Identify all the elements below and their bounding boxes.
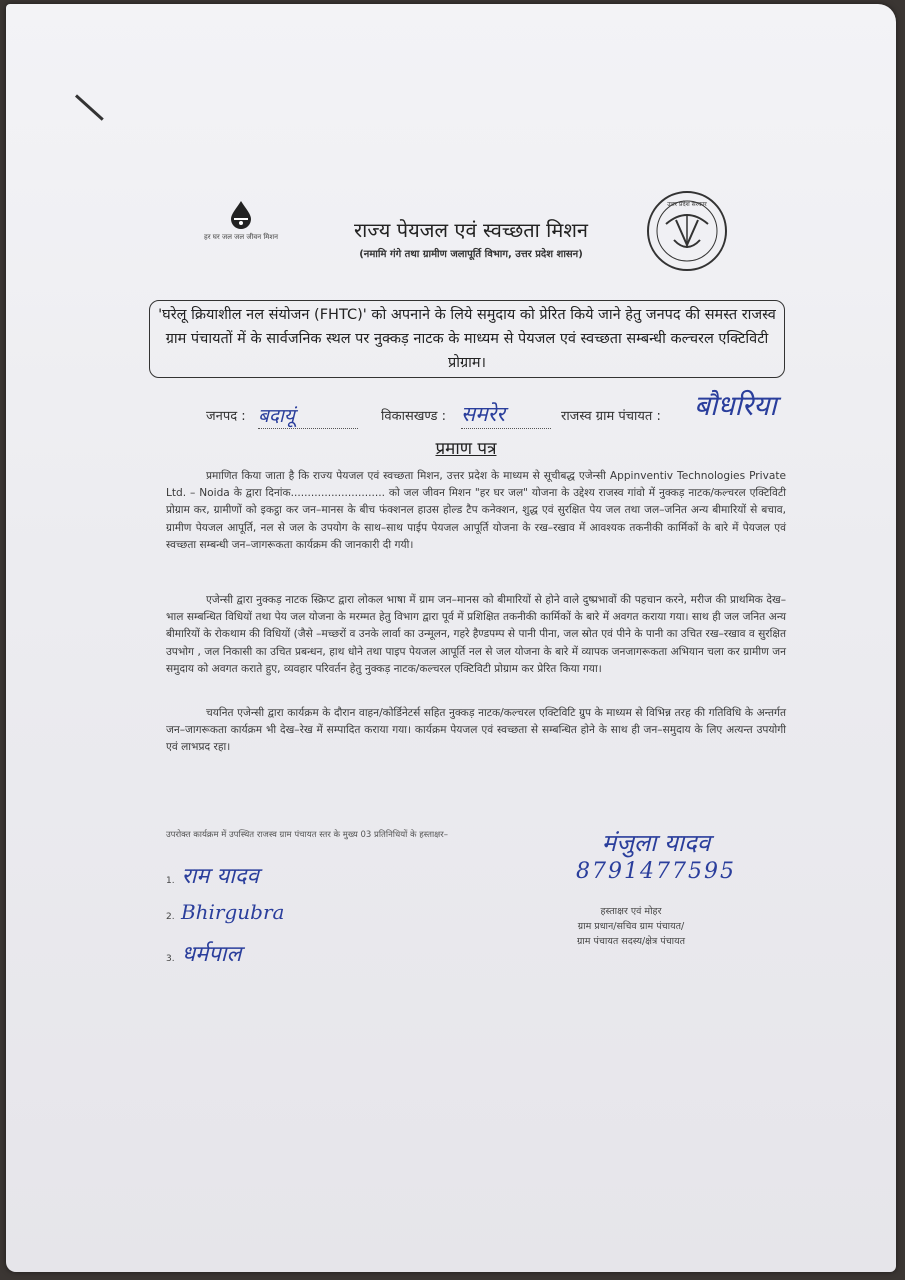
pradhan-phone: 8791477595 — [576, 859, 736, 884]
logo-caption: हर घर जल जल जीवन मिशन — [203, 233, 278, 241]
caption-line-1: हस्ताक्षर एवं मोहर — [600, 906, 662, 917]
department-subtitle: (नमामि गंगे तथा ग्रामीण जलापूर्ति विभाग, उत्तर प्रदेश शासन) — [359, 249, 583, 260]
seal-caption — [526, 904, 736, 949]
certificate-paragraph-1: प्रमाणित किया जाता है कि राज्य पेयजल एवं स्वच्छता मिशन, उत्तर प्रदेश के माध्यम से सूचीबद्ध एजेन्सी Appinventiv Technologies Private Ltd. – Noida के द्वारा दिनांक............................ को जल जीवन मिशन "हर घर जल" योजना के उद्देश्य राजस्व गांवो में नुक्कड़ नाटक/कल्चरल एक्टिविटी प्रोग्राम कर, ग्रामीणों को इकट्ठा कर जन–मानस के बीच फंक्शनल हाउस होल्ड टैप कनेक्शन, शुद्ध एवं सुरक्षित पेय जल तथा जल–जनित अन्य बीमारियों से बचाव, ग्रामीण पेयजल आपूर्ति, नल से जल के उपयोग के साथ–साथ पाईप पेयजल आपूर्ति योजना के रख–रखाव में आवश्यक तकनीकी कार्मिकों के बारे में पेयजल एवं स्वच्छता सम्बन्धी जन–जागरूकता कार्यक्रम की जानकारी दी गयी। — [166, 470, 786, 551]
up-govt-emblem-icon — [646, 190, 728, 272]
janpad-label: जनपद : — [206, 409, 246, 424]
signature-1: 1. राम यादव — [166, 864, 259, 889]
block-value: समरेर — [461, 400, 551, 429]
block-label: विकासखण्ड : — [381, 409, 447, 424]
signature-2: 2. Bhirgubra — [166, 900, 285, 924]
panchayat-label: राजस्व ग्राम पंचायत : — [561, 409, 661, 424]
caption-line-3: ग्राम पंचायत सदस्य/क्षेत्र पंचायत — [576, 936, 686, 947]
mission-title: राज्य पेयजल एवं स्वच्छता मिशन — [353, 218, 589, 242]
signature-3: 3. धर्मपाल — [166, 942, 242, 967]
signature-3-name: धर्मपाल — [181, 942, 242, 967]
signature-1-name: राम यादव — [181, 864, 259, 889]
water-drop-icon — [226, 199, 256, 229]
signatories-intro: उपरोक्त कार्यक्रम में उपस्थित राजस्व ग्राम पंचायत स्तर के मुख्य 03 प्रतिनिधियों के हस्ताक्षर– — [166, 830, 448, 840]
pradhan-signature — [536, 826, 776, 884]
caption-line-2: ग्राम प्रधान/सचिव ग्राम पंचायत/ — [577, 921, 685, 932]
certificate-paragraph-3: चयनित एजेन्सी द्वारा कार्यक्रम के दौरान वाहन/कोर्डिनेटर्स सहित नुक्कड़ नाटक/कल्चरल एक्टिविटि ग्रुप के माध्यम से विभिन्न तरह की गतिविधि के अन्तर्गत जन–जागरूकता कार्यक्रम भी देख–रेख में सम्पादित कराया गया। कार्यक्रम पेयजल एवं स्वच्छता से सम्बन्धित होने के साथ ही जन–समुदाय के लिए अत्यन्त उपयोगी एवं लाभप्रद रहा। — [166, 707, 786, 754]
certificate-paragraph-2: एजेन्सी द्वारा नुक्कड़ नाटक स्क्रिप्ट द्वारा लोकल भाषा में ग्राम जन–मानस को बीमारियों से होने वाले दुष्प्रभावों की पहचान करने, मरीज की प्राथमिक देख–भाल सम्बन्धित विधियों तथा पेय जल योजना के मरम्मत हेतु विभाग द्वारा पूर्व में प्रशिक्षित तकनीकी कार्मिकों के बारे में अवगत कराया गया। साथ ही जल जनित अन्य बीमारियों के रोकथाम की विधियों (जैसे –मच्छरों व उनके लार्वा का उन्मूलन, गहरे हैण्डपम्प से पानी पीना, जल स्रोत एवं पीने के पानी का उचित रख–रखाव व सुरक्षित उपभोग , जल निकासी का उचित प्रबन्धन, हाथ धोने तथा पाइप पेयजल आपूर्ति नल से जल योजना के बारे में व्यापक जनजागरूकता अभियान चला कर ग्रामीण जन समुदाय को अवगत कराते हुए, व्यवहार परिवर्तन हेतु नुक्कड़ नाटक/कल्चरल एक्टिविटी प्रोग्राम कर प्रेरित किया गया। — [166, 594, 786, 675]
jal-jeevan-logo — [201, 199, 281, 242]
pradhan-name: मंजुला यादव — [601, 829, 711, 857]
certificate-title: प्रमाण पत्र — [435, 439, 497, 459]
panchayat-value: बौधरिया — [694, 389, 777, 422]
document-page — [6, 4, 896, 1272]
program-description-box: 'घरेलू क्रियाशील नल संयोजन (FHTC)' को अपनाने के लिये समुदाय को प्रेरित किये जाने हेतु जनपद की समस्त राजस्व ग्राम पंचायतों में के सार्वजनिक स्थल पर नुक्कड़ नाटक के माध्यम से पेयजल एवं स्वच्छता सम्बन्धी कल्चरल एक्टिविटी प्रोग्राम। — [149, 300, 785, 378]
emblem-text: उत्तर प्रदेश सरकार — [667, 201, 707, 208]
pen-tick-mark — [75, 94, 104, 120]
signature-2-name: Bhirgubra — [180, 900, 285, 924]
janpad-value: बदायूं — [258, 402, 358, 429]
